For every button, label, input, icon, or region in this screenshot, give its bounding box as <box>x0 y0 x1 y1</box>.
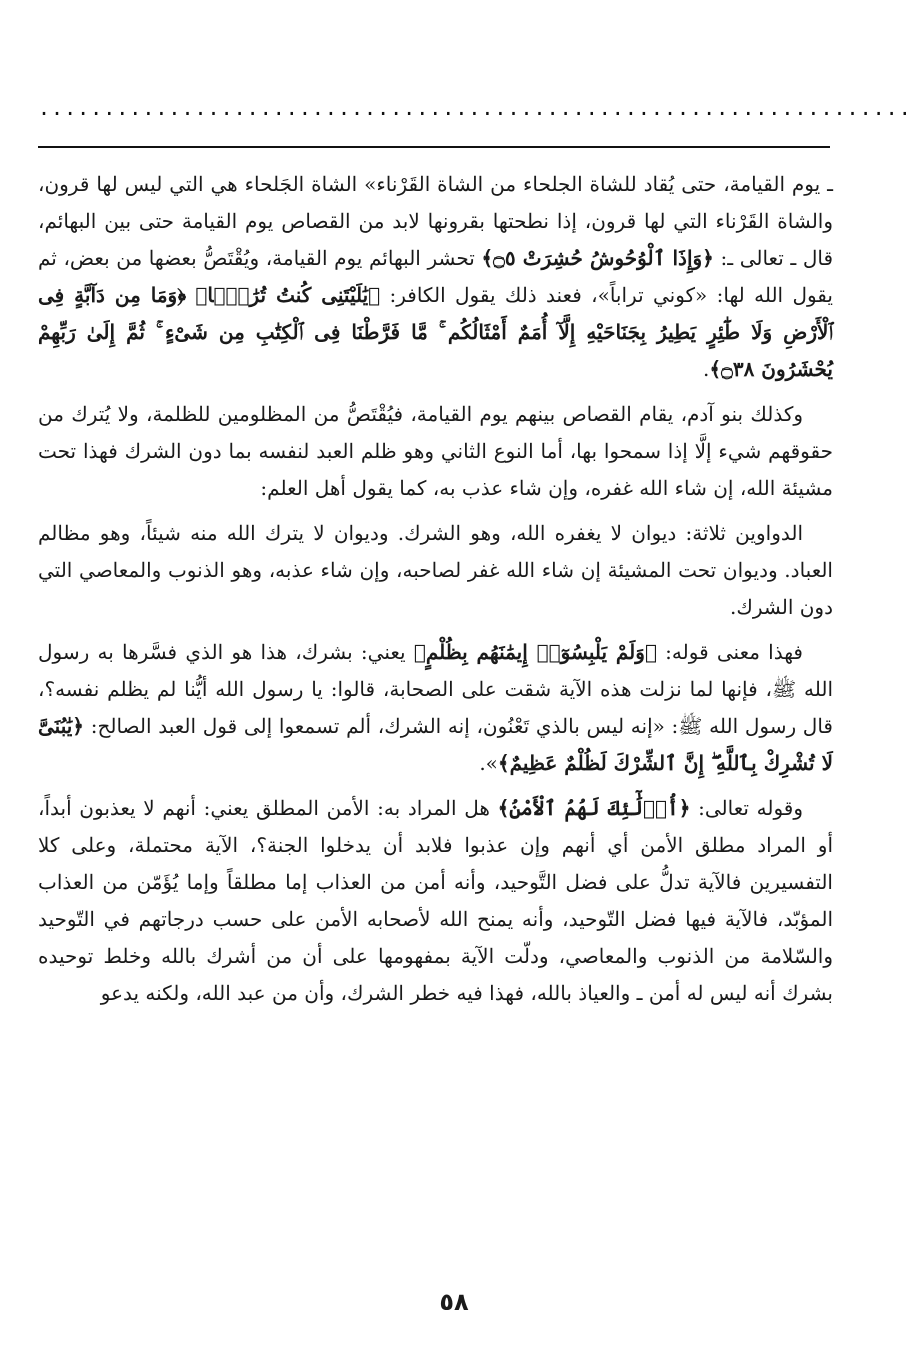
paragraph <box>38 166 833 388</box>
paragraph <box>38 396 833 507</box>
quran-verse: ﴿أُو۟لَٰٓئِكَ لَهُمُ ٱلْأَمْنُ﴾ <box>497 796 691 820</box>
quran-verse: ﴿يَٰلَيْتَنِى كُنتُ تُرَٰبًۢا﴾ <box>195 283 381 307</box>
paragraph-text: يعني: بشرك، هذا هو الذي فسَّرها به رسول الله ﷺ، فإنها لما نزلت هذه الآية شقت على الصحابة، قالوا: يا رسول الله أيُّنا لم يظلم نفسه؟، قال رسول الله ﷺ: «إنه ليس بالذي تَعْنُون، إنه الشرك، ألم تسمعوا إلى قول العبد الصالح: <box>38 640 833 738</box>
paragraph <box>38 634 833 782</box>
paragraph-text: . <box>703 357 710 381</box>
quran-verse: ﴿وَمَا مِن دَآبَّةٍ فِى ٱلْأَرْضِ وَلَا طَٰٓئِرٍ يَطِيرُ بِجَنَاحَيْهِ إِلَّآ أُمَمٌ أَمْثَالُكُم ۚ مَّا فَرَّطْنَا فِى ٱلْكِتَٰبِ مِن شَىْءٍ ۚ ثُمَّ إِلَىٰ رَبِّهِمْ يُحْشَرُونَ ۝٣٨﴾ <box>38 283 833 381</box>
paragraph-text: هل المراد به: الأمن المطلق يعني: أنهم لا يعذبون أبداً، أو المراد مطلق الأمن أي أنهم وإن عذبوا فلابد أن يدخلوا الجنة؟، الآية محتملة، وعلى كلا التفسيرين فالآية تدلُّ على فضل التَّوحيد، وأنه أمن من العذاب إما مطلقاً وإما يُؤَمّن من العذاب المؤبّد، فالآية فيها فضل التّوحيد، وأنه يمنح الله لأصحابه الأمن على حسب درجاتهم في التّوحيد والسّلامة من الذنوب والمعاصي، ودلّت الآية بمفهومها على أن من أشرك بالله وخلط توحيده بشرك أنه ليس له أمن ـ والعياذ بالله، فهذا فيه خطر الشرك، وأن من عبد الله، ولكنه يدعو <box>38 796 833 1005</box>
paragraph-text: وقوله تعالى: <box>690 796 803 820</box>
header-rule <box>38 146 830 148</box>
paragraph <box>38 790 833 1012</box>
paragraph-text: فهذا معنى قوله: <box>656 640 803 664</box>
paragraph-text: ـ يوم القيامة، حتى يُقاد للشاة الجلحاء من الشاة القَرْناء» الشاة الجَلحاء هي التي ليس لها قرون، والشاة القَرْناء التي لها قرون، إذا نطحتها بقرونها لابد من القصاص يوم القيامة حتى بين البهائم، قال ـ تعالى ـ: <box>38 172 833 270</box>
paragraph-text: ». <box>479 751 498 775</box>
paragraph-text: تحشر البهائم يوم القيامة، ويُقْتَصُّ بعضها من بعض، ثم يقول الله لها: «كوني تراباً»، فعند ذلك يقول الكافر: <box>38 246 833 307</box>
quran-verse: ﴿يَٰبُنَىَّ لَا تُشْرِكْ بِٱللَّهِ ۖ إِنَّ ٱلشِّرْكَ لَظُلْمٌ عَظِيمٌ﴾ <box>38 714 833 775</box>
quran-verse: ﴿وَلَمْ يَلْبِسُوٓا۟ إِيمَٰنَهُم بِظُلْمٍ﴾ <box>413 640 657 664</box>
quran-verse: ﴿وَإِذَا ٱلْوُحُوشُ حُشِرَتْ ۝٥﴾ <box>481 246 714 270</box>
page-number: ٥٨ <box>439 1288 469 1316</box>
header-dotted-line: ................................................................... <box>38 96 912 120</box>
body-text <box>38 166 833 1020</box>
paragraph-text: وكذلك بنو آدم، يقام القصاص بينهم يوم القيامة، فيُقْتَصُّ من المظلومين للظلمة، ولا يُترك من حقوقهم شيء إلَّا إذا سمحوا بها، أما النوع الثاني وهو ظلم العبد لنفسه بما دون الشرك فهذا تحت مشيئة الله، إن شاء الله غفره، وإن شاء عذب به، كما يقول أهل العلم: <box>38 402 833 500</box>
paragraph-text: الدواوين ثلاثة: ديوان لا يغفره الله، وهو الشرك. وديوان لا يترك الله منه شيئاً، وهو مظالم العباد. وديوان تحت المشيئة إن شاء الله غفر لصاحبه، وإن شاء عذبه، وهو الذنوب والمعاصي التي دون الشرك. <box>38 521 833 619</box>
paragraph <box>38 515 833 626</box>
